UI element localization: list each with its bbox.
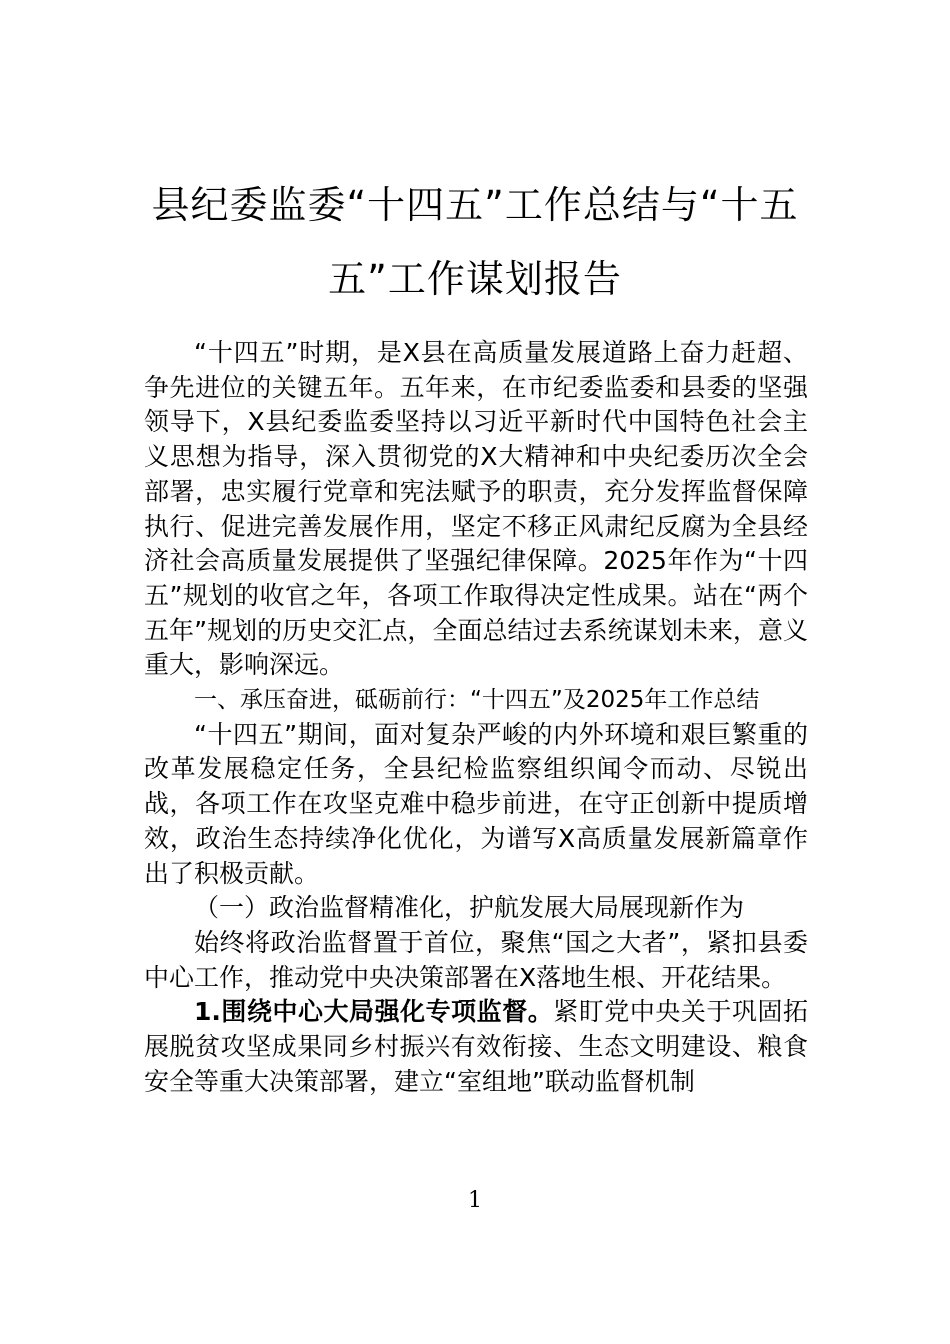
item-1-bold-lead: 1.围绕中心大局强化专项监督。: [194, 997, 554, 1027]
page-number: 1: [468, 1188, 482, 1213]
title-line-2: 五”工作谋划报告: [328, 257, 622, 301]
section-1-paragraph: “十四五”期间，面对复杂严峻的内外环境和艰巨繁重的改革发展稳定任务，全县纪检监察组织闻令而动、尽锐出战，各项工作在攻坚克难中稳步前进，在守正创新中提质增效，政治生态持续净化优化，为谱写X高质量发展新篇章作出了积极贡献。: [144, 719, 808, 888]
document-title: [140, 168, 810, 316]
item-1-paragraph: [144, 995, 808, 1099]
subsection-heading-1: （一）政治监督精准化，护航发展大局展现新作为: [194, 893, 745, 923]
item-1-text: 紧盯党中央关于巩固拓展脱贫攻坚成果同乡村振兴有效衔接、生态文明建设、粮食安全等重大决策部署，建立“室组地”联动监督机制: [144, 997, 808, 1096]
document-body: [144, 336, 808, 1099]
section-heading-1: 一、承压奋进，砥砺前行：“十四五”及2025年工作总结: [194, 687, 760, 714]
subsection-1-paragraph: 始终将政治监督置于首位，聚焦“国之大者”，紧扣县委中心工作，推动党中央决策部署在X落地生根、开花结果。: [144, 927, 808, 992]
title-line-1: 县纪委监委“十四五”工作总结与“十五: [151, 183, 799, 227]
intro-paragraph: “十四五”时期，是X县在高质量发展道路上奋力赶超、争先进位的关键五年。五年来，在市纪委监委和县委的坚强领导下，X县纪委监委坚持以习近平新时代中国特色社会主义思想为指导，深入贯彻党的X大精神和中央纪委历次全会部署，忠实履行党章和宪法赋予的职责，充分发挥监督保障执行、促进完善发展作用，坚定不移正风肃纪反腐为全县经济社会高质量发展提供了坚强纪律保障。2025年作为“十四五”规划的收官之年，各项工作取得决定性成果。站在“两个五年”规划的历史交汇点，全面总结过去系统谋划未来，意义重大，影响深远。: [144, 338, 808, 680]
